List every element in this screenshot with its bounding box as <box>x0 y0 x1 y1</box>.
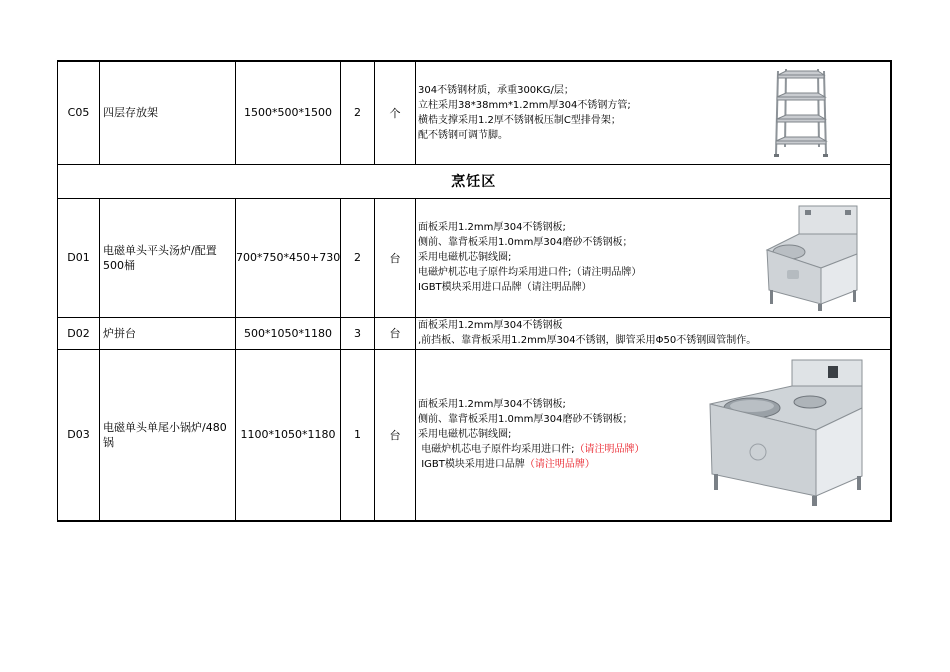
item-code: C05 <box>58 61 100 164</box>
desc-line: 采用电磁机芯铜线圈; <box>418 252 512 263</box>
item-description <box>416 349 891 521</box>
equipment-table <box>57 60 892 522</box>
table-row <box>58 349 891 521</box>
desc-line: 横梏支撑采用1.2厚不锈钢板压制C型排骨架； <box>418 114 621 126</box>
item-unit: 个 <box>375 61 416 164</box>
desc-line: 电磁炉机芯电子原件均采用进口件;（请注明品牌） <box>418 267 642 278</box>
induction-wok-stove-image <box>706 356 866 514</box>
desc-line: 侧前、靠背板采用1.0mm厚304磨砂不锈钢板； <box>418 414 633 426</box>
item-qty: 3 <box>341 317 375 349</box>
desc-line: ,前挡板、靠背板采用1.2mm厚304不锈钢，脚管采用Φ50不锈钢圆管制作。 <box>418 335 757 346</box>
item-unit: 台 <box>375 349 416 521</box>
brand-note: （请注明品牌） <box>574 444 645 456</box>
item-spec: 700*750*450+730 <box>236 198 341 317</box>
desc-line: 304不锈钢材质，承重300KG/层； <box>418 84 574 96</box>
desc-line: 面板采用1.2mm厚304不锈钢板 <box>418 320 563 331</box>
desc-line: 面板采用1.2mm厚304不锈钢板; <box>418 399 566 411</box>
table-row <box>58 317 891 349</box>
item-description <box>416 198 891 317</box>
desc-line: 侧前、靠背板采用1.0mm厚304磨砂不锈钢板； <box>418 237 633 248</box>
table-row <box>58 61 891 164</box>
desc-line: 立柱采用38*38mm*1.2mm厚304不锈钢方管; <box>418 99 631 111</box>
item-description <box>416 61 891 164</box>
item-name: 四层存放架 <box>100 61 236 164</box>
desc-line: 配不锈钢可调节脚。 <box>418 129 508 141</box>
spec-sheet <box>57 60 890 522</box>
item-unit: 台 <box>375 317 416 349</box>
desc-line: 采用电磁机芯铜线圈; <box>418 429 512 441</box>
table-row <box>58 198 891 317</box>
item-spec: 1100*1050*1180 <box>236 349 341 521</box>
section-title: 烹饪区 <box>58 164 891 198</box>
item-spec: 1500*500*1500 <box>236 61 341 164</box>
item-unit: 台 <box>375 198 416 317</box>
item-code: D02 <box>58 317 100 349</box>
desc-line: 面板采用1.2mm厚304不锈钢板; <box>418 222 566 233</box>
brand-note: （请注明品牌） <box>524 459 595 471</box>
four-tier-shelf-image <box>766 67 836 159</box>
item-name: 电磁单头平头汤炉/配置500桶 <box>100 198 236 317</box>
desc-text: IGBT模块采用进口品牌 <box>421 459 525 471</box>
desc-text: 电磁炉机芯电子原件均采用进口件; <box>421 444 575 456</box>
item-spec: 500*1050*1180 <box>236 317 341 349</box>
item-code: D01 <box>58 198 100 317</box>
desc-line: IGBT模块采用进口品牌（请注明品牌） <box>418 282 592 293</box>
item-qty: 2 <box>341 198 375 317</box>
item-code: D03 <box>58 349 100 521</box>
section-row <box>58 164 891 198</box>
item-qty: 2 <box>341 61 375 164</box>
induction-soup-stove-image <box>761 204 861 312</box>
item-description <box>416 317 891 349</box>
item-name: 炉拼台 <box>100 317 236 349</box>
item-name: 电磁单头单尾小锅炉/480锅 <box>100 349 236 521</box>
item-qty: 1 <box>341 349 375 521</box>
